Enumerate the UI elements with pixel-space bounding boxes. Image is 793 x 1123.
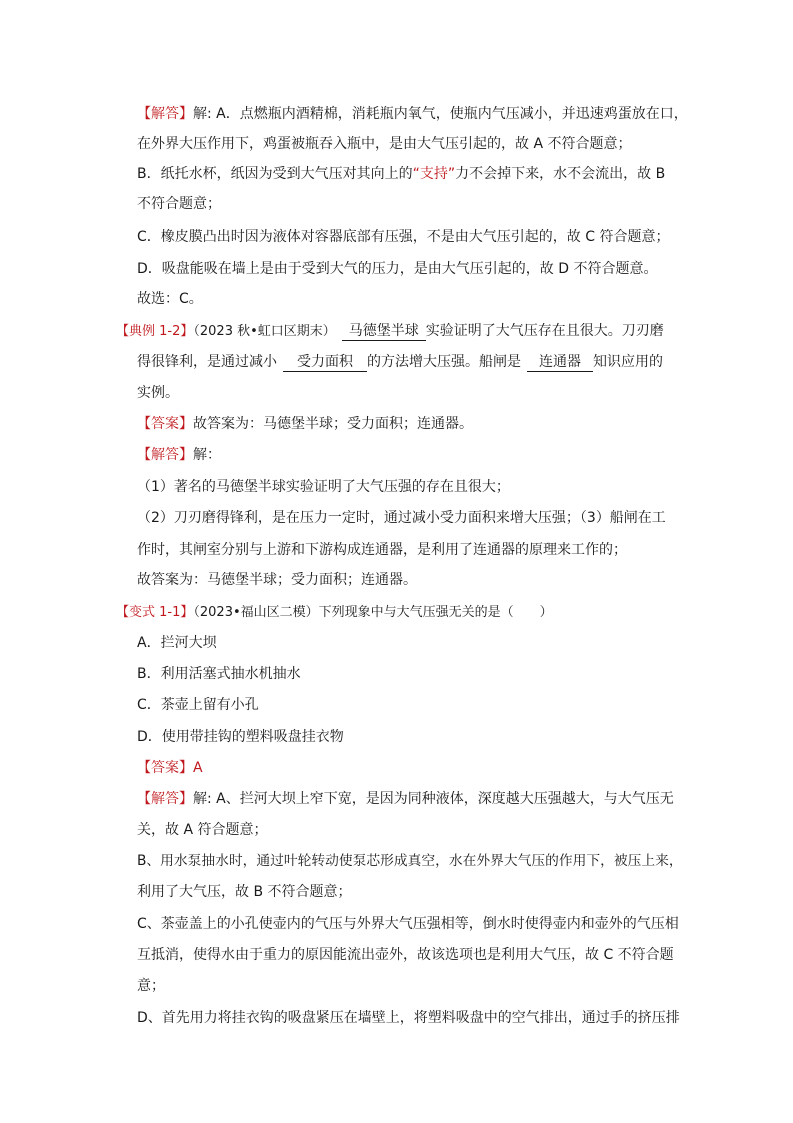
analysis-text: 力不会掉下来，水不会流出，故 B <box>455 166 666 182</box>
option-a: A．拦河大坝 <box>137 635 217 651</box>
analysis-text: B．纸托水杯，纸因为受到大气压对其向上的 <box>137 166 413 182</box>
variant-heading-line <box>116 602 553 622</box>
analysis-text: B、用水泵抽水时，通过叶轮转动使泵芯形成真空，水在外界大气压的作用下，被压上来， <box>137 853 683 869</box>
analysis-text: 解: A．点燃瓶内酒精棉，消耗瓶内氧气，使瓶内气压减小，并迅速鸡蛋放在口， <box>193 106 688 122</box>
analysis-text: 关，故 A 符合题意； <box>137 822 268 838</box>
answer-tag: 【答案】 <box>137 416 193 432</box>
analysis-tag: 【解答】 <box>137 447 193 463</box>
blank-answer-1: 马德堡半球 <box>342 322 426 341</box>
example-text: 得很锋利，是通过减小 <box>137 354 277 370</box>
analysis-line <box>137 945 674 965</box>
example-source: （2023 秋•虹口区期末） <box>193 324 336 339</box>
example-line <box>137 383 179 403</box>
analysis-line <box>137 1008 680 1028</box>
example-text: 实例。 <box>137 385 179 401</box>
answer-text: A <box>193 760 203 776</box>
blank-answer-2: 受力面积 <box>283 353 367 372</box>
analysis-text: 在外界大压作用下，鸡蛋被瓶吞入瓶中，是由大气压引起的，故 A 不符合题意； <box>137 136 632 152</box>
answer-tag: 【答案】 <box>137 760 193 776</box>
answer-line <box>137 758 203 778</box>
analysis-line <box>137 259 657 279</box>
analysis-text: 不符合题意； <box>137 196 221 212</box>
analysis-line <box>137 477 510 497</box>
analysis-line <box>137 570 417 590</box>
example-text: 实验证明了大气压存在且很大。刀刃磨 <box>425 323 664 339</box>
variant-tag: 【变式 1-1】 <box>116 605 194 620</box>
analysis-line <box>137 445 221 465</box>
analysis-text: D、首先用力将挂衣钩的吸盘紧压在墙壁上，将塑料吸盘中的空气排出，通过手的挤压排 <box>137 1010 680 1026</box>
example-line <box>137 352 663 372</box>
example-heading-line <box>116 321 664 341</box>
analysis-line <box>137 851 683 871</box>
analysis-text: 互抵消，使得水由于重力的原因能流出壶外，故该选项也是利用大气压，故 C 不符合题 <box>137 947 674 963</box>
analysis-line <box>137 976 165 996</box>
analysis-line <box>137 194 221 214</box>
analysis-text: C、茶壶盖上的小孔使壶内的气压与外界大气压强相等，倒水时使得壶内和壶外的气压相 <box>137 916 679 932</box>
example-text: 知识应用的 <box>593 354 663 370</box>
analysis-text: 利用了大气压，故 B 不符合题意； <box>137 884 352 900</box>
analysis-text: 故选：C。 <box>137 291 203 307</box>
analysis-line <box>137 540 627 560</box>
analysis-text: 故答案为：马德堡半球；受力面积；连通器。 <box>137 572 417 588</box>
analysis-line <box>137 289 203 309</box>
analysis-text: （1）著名的马德堡半球实验证明了大气压强的存在且很大； <box>137 479 510 495</box>
option-b: B．利用活塞式抽水机抽水 <box>137 666 301 682</box>
analysis-text: D．吸盘能吸在墙上是由于受到大气的压力，是由大气压引起的，故 D 不符合题意。 <box>137 261 658 277</box>
analysis-tag: 【解答】 <box>137 791 193 807</box>
option-c: C．茶壶上留有小孔 <box>137 697 259 713</box>
option-d: D．使用带挂钩的塑料吸盘挂衣物 <box>137 729 344 745</box>
analysis-line <box>137 227 669 247</box>
analysis-text: 作时，其闸室分别与上游和下游构成连通器，是利用了连通器的原理来工作的； <box>137 542 627 558</box>
analysis-line <box>137 914 679 934</box>
analysis-text: 解: A、拦河大坝上窄下宽，是因为同种液体，深度越大压强越大，与大气压无 <box>193 791 674 807</box>
analysis-line <box>137 882 352 902</box>
analysis-text: 解： <box>193 447 221 463</box>
analysis-line <box>137 104 688 124</box>
example-text: 的方法增大压强。船闸是 <box>367 354 521 370</box>
analysis-line <box>137 134 631 154</box>
analysis-tag: 【解答】 <box>137 106 193 122</box>
analysis-line <box>137 164 665 184</box>
example-tag: 【典例 1-2】 <box>116 324 194 339</box>
answer-line <box>137 414 473 434</box>
analysis-text: C．橡皮膜凸出时因为液体对容器底部有压强，不是由大气压引起的，故 C 符合题意； <box>137 229 670 245</box>
analysis-text: （2）刀刃磨得锋利，是在压力一定时，通过减小受力面积来增大压强；（3）船闸在工 <box>137 510 666 526</box>
blank-answer-3: 连通器 <box>527 353 593 372</box>
answer-text: 故答案为：马德堡半球；受力面积；连通器。 <box>193 416 473 432</box>
analysis-line <box>137 789 674 809</box>
analysis-line <box>137 508 666 528</box>
analysis-text: 意； <box>137 978 165 994</box>
support-quote: “支持” <box>412 166 456 182</box>
analysis-line <box>137 820 267 840</box>
variant-question: （2023•福山区二模）下列现象中与大气压强无关的是（ ） <box>193 605 553 620</box>
